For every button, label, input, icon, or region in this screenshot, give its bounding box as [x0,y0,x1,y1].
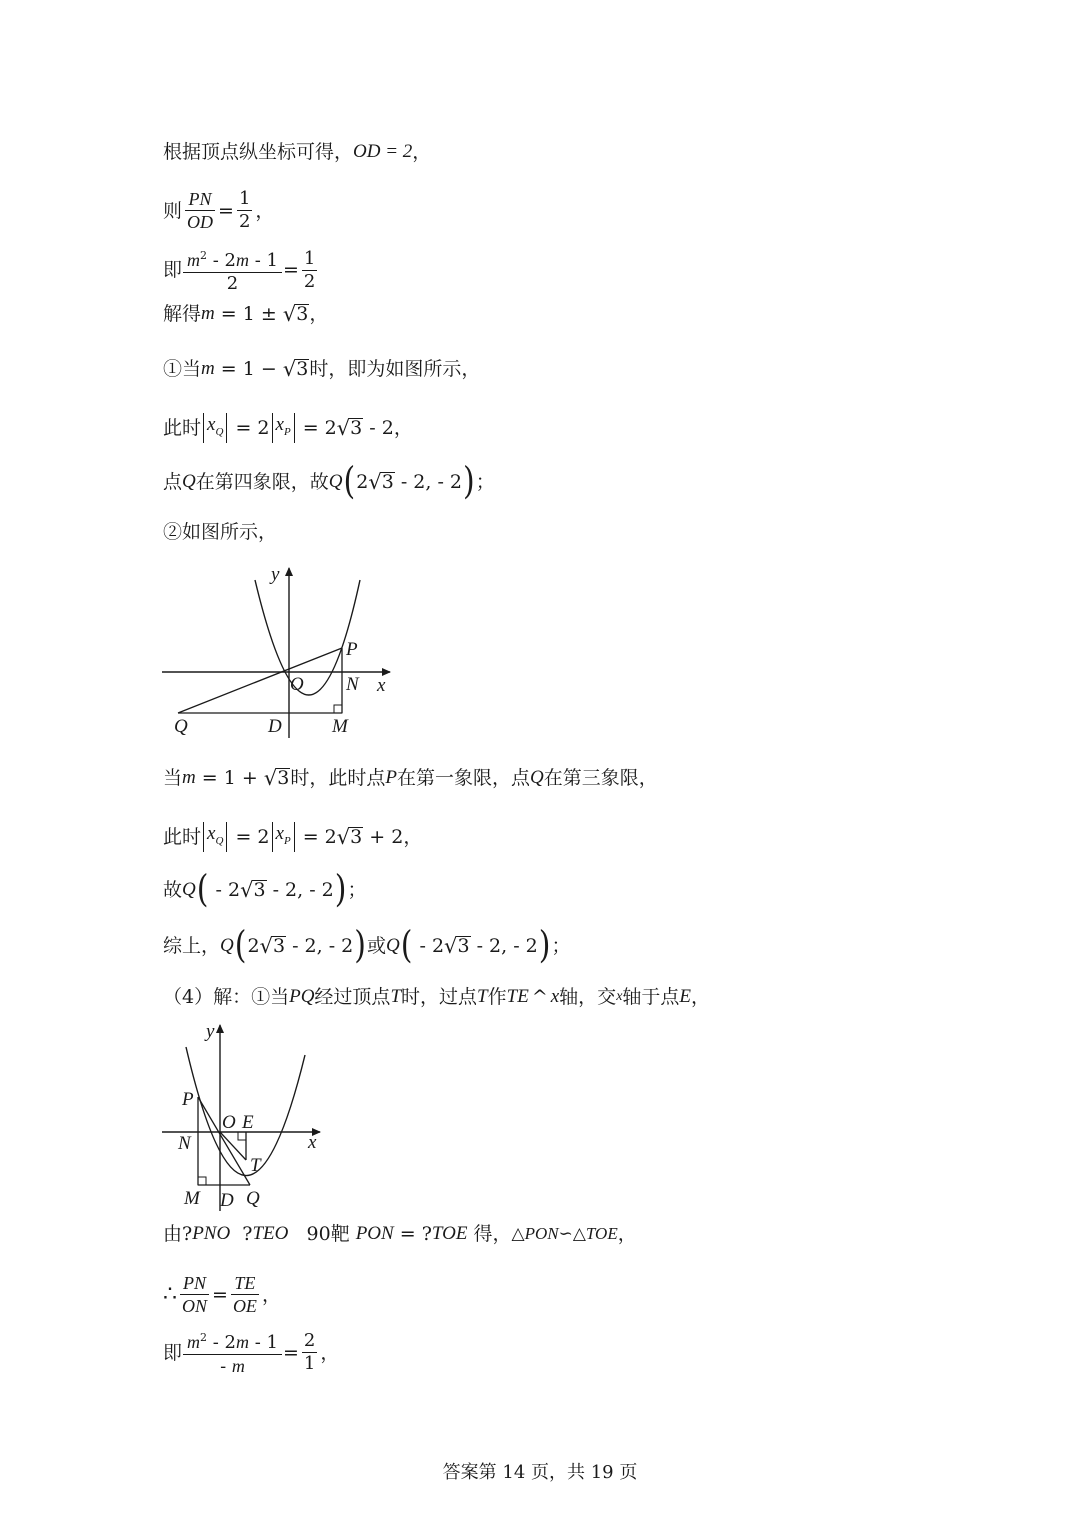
numerator: 2 [303,1330,316,1351]
numerator: PN [188,189,212,209]
text: ， [691,986,711,1008]
text: 故 [163,879,183,901]
text: ； [551,935,571,957]
denominator: 2 [238,211,251,232]
subscript: Q [215,834,224,847]
text: = 2 [296,825,337,848]
radicand: 3 [296,358,309,380]
line-q-fourth: 点 Q 在第四象限，故 Q ( 2 √ 3 - 2, - 2 ) ； [163,459,495,504]
text: （4）解：①当 [163,986,290,1008]
text: - [220,1356,232,1377]
line-case1 [163,357,480,381]
denominator: ON [182,1296,208,1316]
text: ， [393,416,413,439]
text: - 1 [249,250,278,271]
text: 时，即为如图所示， [309,358,481,380]
text: = 2 [296,416,337,439]
line-solve [163,302,328,326]
var: x [275,414,284,435]
label-m: M [184,1188,200,1209]
text: = 2 [229,825,270,848]
text: 时，过点 [401,986,478,1008]
text: ②如图所示， [163,521,278,543]
denominator: 2 [183,272,282,295]
var: x [207,823,216,844]
right-angle-mark-e [238,1132,246,1140]
label-y: y [206,1021,215,1042]
denominator [183,1354,282,1378]
fraction [237,188,252,233]
var: m [231,1356,245,1376]
var: m [201,303,215,324]
text: = 1 + [195,767,264,789]
text: 当 [163,767,183,789]
text: 作 [487,986,507,1008]
var: PNO [192,1223,231,1244]
label-d: D [220,1190,234,1211]
equals: = [212,1283,228,1306]
fraction [231,1272,259,1317]
equals: = [218,199,234,222]
text: ①当 [163,358,202,380]
text: 点 [163,471,183,493]
text: 轴于点 [622,986,680,1008]
text: ， [403,825,423,848]
similar-triangles: △PON∽△TOE [511,1224,618,1243]
text: ； [347,879,367,901]
text: ， [412,141,432,163]
line-part4 [163,985,710,1009]
numerator: TE [234,1273,256,1293]
var: PQ [289,986,315,1007]
sqrt: √ 3 [368,470,394,494]
var: m [187,250,201,270]
line-od [163,140,431,164]
line-ratio [163,188,274,233]
var: TEO [252,1223,289,1244]
var: Q [529,767,544,788]
sqrt: √ 3 [282,302,309,326]
text: ； [475,471,495,493]
radicand: 3 [253,879,266,901]
page-footer: 答案第 14 页，共 19 页 [442,1462,638,1483]
text: 即 [163,1341,183,1364]
var: Q [386,935,400,956]
var: T [477,986,488,1007]
text: ， [320,1341,340,1364]
text: - 2 [413,935,445,957]
equals: = [282,1341,299,1364]
text: - 2, - 2 [266,879,334,901]
var: m [236,1332,249,1352]
sqrt: √ 3 [240,878,266,902]
text: 此时 [163,416,202,439]
text: - 2 [207,1332,236,1353]
line-equation2 [163,1327,339,1378]
abs-xp [272,413,295,443]
text: 90靶 [288,1223,356,1245]
numerator: $m^2 - 2m - 1$ [187,249,278,271]
denominator: OE [232,1296,257,1316]
figure-parabola-1 [160,560,400,740]
segment-pq [198,1097,250,1185]
text: = ? [393,1223,432,1245]
sqrt: √ 3 [259,934,286,958]
label-o: O [290,674,304,695]
text: - 2 [209,879,241,901]
line-q-third: 故 Q ( - 2 √ 3 - 2, - 2 ) ； [163,867,367,912]
var: T [390,986,402,1007]
text: ， [255,199,275,222]
text: ^ [531,986,548,1008]
fraction [180,1272,209,1317]
text: - 2, - 2 [470,935,538,957]
line-similar [163,1222,637,1246]
var: PON [355,1223,394,1244]
var: TOE [431,1223,468,1244]
text: = 1 ± [214,303,283,325]
radicand: 3 [350,825,363,848]
line-therefore [163,1272,281,1317]
numerator: $m^2 - 2m - 1$ [187,1331,278,1353]
right-angle-mark-m [198,1177,206,1185]
text: + 2 [363,825,404,848]
text: 2 [356,471,369,493]
text: ? [230,1223,253,1245]
label-t: T [250,1155,261,1176]
var: E [679,986,692,1007]
text: 则 [163,199,183,222]
fraction [302,1330,317,1375]
segment-qp [178,648,342,713]
text: ， [261,1283,281,1306]
var: m [182,767,196,788]
var: Q [328,471,343,492]
math: OD = 2 [353,141,413,162]
text: 或 [366,935,386,957]
radicand: 3 [277,767,290,789]
numerator: 1 [238,188,251,209]
numerator: PN [183,1273,207,1293]
text: 经过顶点 [314,986,391,1008]
line-case2-detail [163,766,658,790]
radicand: 3 [350,416,363,439]
var: x [207,414,216,435]
text: - 2 [363,416,394,439]
label-p: P [346,639,358,660]
text: - 2, - 2 [286,935,354,957]
sqrt: √ 3 [336,824,363,849]
label-n: N [178,1133,191,1154]
text: 在第一象限，点 [396,767,530,789]
label-q: Q [246,1188,260,1209]
subscript: Q [215,425,224,438]
sqrt: √ 3 [444,934,470,958]
abs-xq [203,413,227,443]
radicand: 3 [381,471,394,493]
line-abs1 [163,413,413,443]
text: 得， [467,1223,512,1245]
figure-parabola-2 [160,1015,340,1213]
label-x: x [377,675,386,696]
var: m [236,250,249,270]
sqrt: √ 3 [282,357,309,381]
fraction [185,188,215,233]
var: Q [182,879,196,900]
text: 综上， [163,935,221,957]
var: Q [220,935,234,956]
sqrt: √ 3 [336,415,363,440]
text: = 1 − [214,358,283,380]
text: 在第四象限，故 [195,471,329,493]
fraction [185,245,280,295]
therefore-symbol: ∴ [163,1281,177,1307]
denominator: OD [187,212,214,232]
equals: = [282,259,299,281]
text: 轴，交 [559,986,617,1008]
text: - 1 [249,1332,278,1353]
right-angle-mark [334,705,342,713]
label-d: D [268,716,282,737]
abs-xp [272,822,295,852]
radicand: 3 [457,935,470,957]
var: m [201,358,215,379]
line-case2 [163,520,277,544]
var: x [616,989,623,1004]
var: TE [506,986,529,1007]
fraction [302,248,317,293]
text: 2 [247,935,260,957]
fraction [185,1327,280,1378]
text: - 2 [207,250,236,271]
label-x: x [308,1132,317,1153]
line-summary: 综上， Q ( 2 √ 3 - 2, - 2 ) 或 Q ( - 2 √ 3 - 2, - 2 ) ； [163,923,571,968]
var: x [275,823,284,844]
text: 解得 [163,303,202,325]
label-y: y [271,564,280,585]
denominator: 1 [303,1353,316,1374]
text: 在第三象限， [543,767,658,789]
text: ， [617,1223,637,1245]
denominator: 2 [303,270,316,292]
line-abs2 [163,822,422,852]
text: 时，此时点 [290,767,386,789]
text: ， [309,303,329,325]
numerator: 1 [303,247,316,269]
line-equation [163,245,320,295]
label-e: E [242,1112,254,1133]
label-n: N [346,674,359,695]
var: P [385,767,397,788]
sqrt: √ 3 [263,766,290,790]
text: 由? [163,1223,193,1245]
subscript: P [283,425,291,438]
radicand: 3 [272,935,286,957]
text: = 2 [229,416,270,439]
text: 根据顶点纵坐标可得， [163,141,354,163]
var: Q [182,471,196,492]
var: m [187,1332,201,1352]
label-p: P [182,1089,194,1110]
radicand: 3 [296,303,309,325]
parabola-curve [255,580,360,695]
label-q: Q [174,716,188,737]
abs-xq [203,822,227,852]
text: 此时 [163,825,202,848]
subscript: P [283,834,291,847]
label-m: M [332,716,348,737]
text: 即 [163,259,183,281]
text: - 2, - 2 [394,471,463,493]
label-o: O [222,1112,236,1133]
var: x [550,986,560,1007]
